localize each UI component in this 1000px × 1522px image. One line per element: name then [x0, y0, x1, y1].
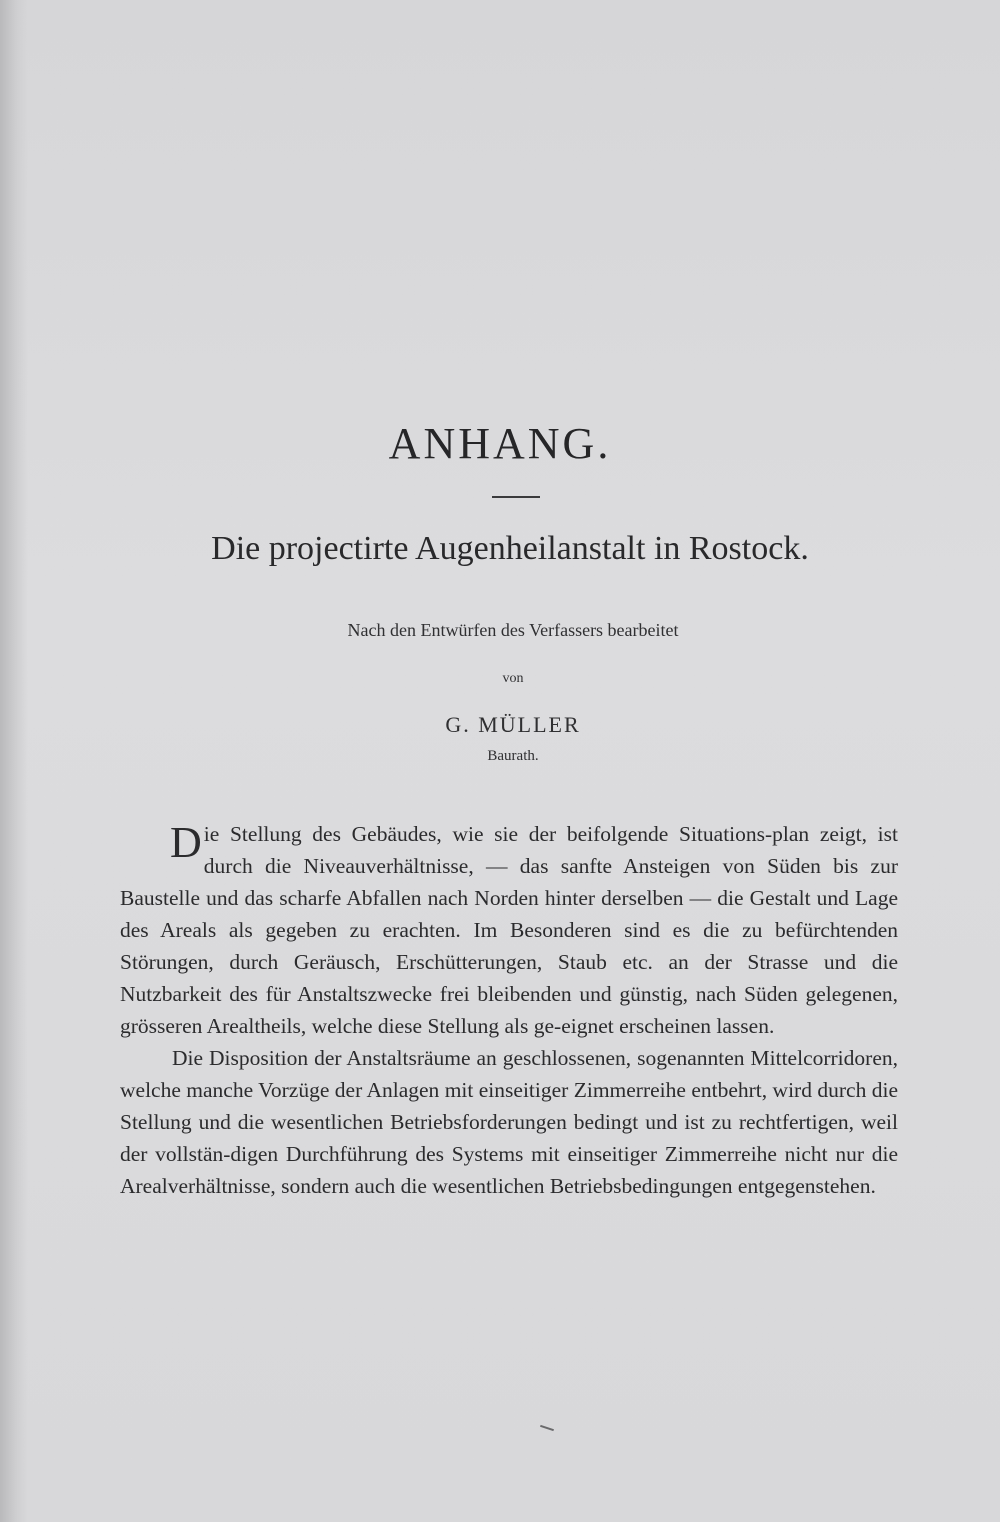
byline-attribution: Nach den Entwürfen des Verfassers bearbeitet — [347, 620, 679, 640]
print-speck — [540, 1425, 554, 1431]
page-heading: ANHANG. — [388, 419, 612, 468]
page-subtitle: Die projectirte Augenheilanstalt in Rostock. — [211, 530, 809, 567]
byline-von: von — [502, 671, 524, 686]
heading-divider — [492, 496, 540, 498]
body-text — [120, 818, 898, 1202]
paragraph-1-text: ie Stellung des Gebäudes, wie sie der beifolgende Situations-plan zeigt, ist durch die Niveauverhältnisse, — das sanfte Ansteigen von Süden bis zur Baustelle und das scharfe Abfallen nach Norden hinter derselben — die Gestalt und Lage des Areals als gegeben zu erachten. Im Besonderen sind es die zu befürchtenden Störungen, durch Geräusch, Erschütterungen, Staub etc. an der Strasse und die Nutzbarkeit des für Anstaltszwecke frei bleibenden und günstig, nach Süden gelegenen, grösseren Arealtheils, welche diese Stellung als ge-eignet erscheinen lassen. — [120, 822, 898, 1038]
drop-cap: D — [170, 818, 202, 867]
paragraph-2: Die Disposition der Anstaltsräume an geschlossenen, sogenannten Mittelcorridoren, welche manche Vorzüge der Anlagen mit einseitiger Zimmerreihe entbehrt, wird durch die Stellung und die wesentlichen Betriebsforderungen bedingt und ist zu rechtfertigen, weil der vollstän-digen Durchführung des Systems mit einseitiger Zimmerreihe nicht nur die Arealverhältnisse, sondern auch die wesentlichen Betriebsbedingungen entgegenstehen. — [120, 1046, 898, 1198]
paragraph-1 — [120, 818, 898, 1042]
byline-author-role: Baurath. — [487, 748, 539, 764]
byline-author: G. MÜLLER — [445, 712, 581, 737]
